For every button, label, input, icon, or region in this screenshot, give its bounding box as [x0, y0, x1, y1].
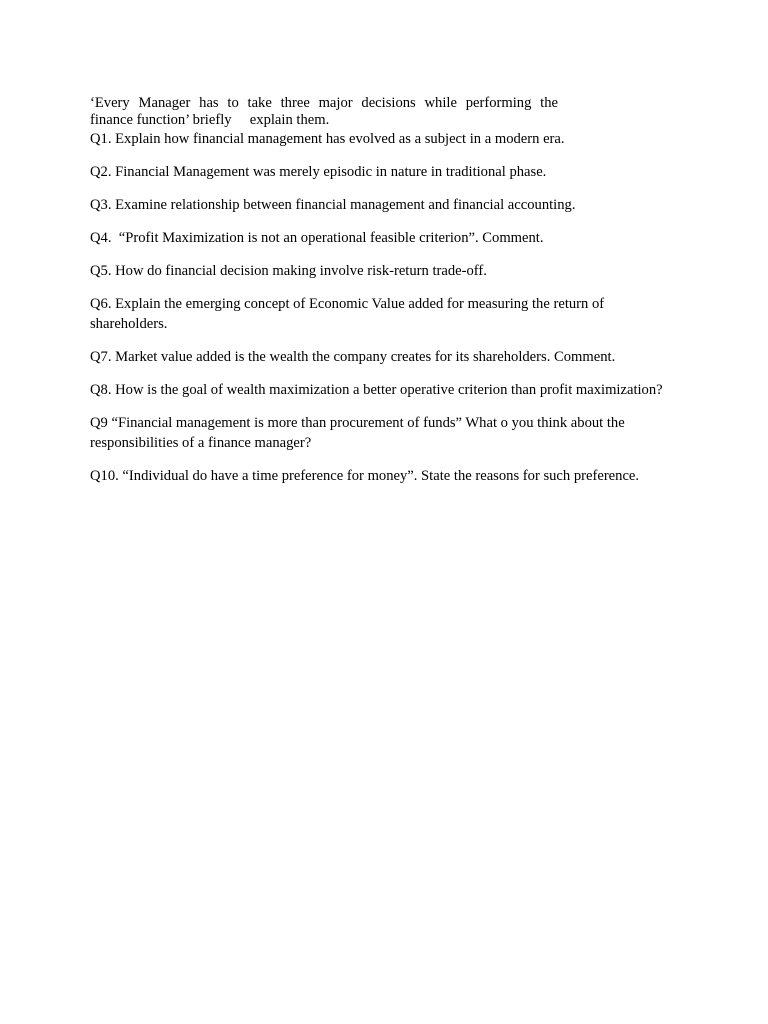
question-list: [90, 129, 670, 499]
question-10: Q10. “Individual do have a time preference for money”. State the reasons for such preference.: [90, 468, 640, 484]
question-6: Q6. Explain the emerging concept of Economic Value added for measuring the return of shareholders.: [90, 296, 608, 332]
question-2: Q2. Financial Management was merely episodic in nature in traditional phase.: [90, 164, 547, 180]
question-1: Q1. Explain how financial management has evolved as a subject in a modern era.: [90, 131, 565, 147]
question-8: Q8. How is the goal of wealth maximization a better operative criterion than profit maximization?: [90, 382, 663, 398]
question-3: Q3. Examine relationship between financial management and financial accounting.: [90, 197, 576, 213]
intro-paragraph: [90, 95, 558, 129]
question-7: Q7. Market value added is the wealth the company creates for its shareholders. Comment.: [90, 349, 616, 365]
question-4: Q4. “Profit Maximization is not an operational feasible criterion”. Comment.: [90, 230, 544, 246]
question-5: Q5. How do financial decision making involve risk-return trade-off.: [90, 263, 487, 279]
intro-line-2: finance function’ briefly explain them.: [90, 112, 330, 128]
question-9: Q9 “Financial management is more than procurement of funds” What o you think about the responsibilities of a finance manager?: [90, 415, 629, 451]
intro-line-1: ‘Every Manager has to take three major decisions while performing the: [90, 95, 558, 111]
